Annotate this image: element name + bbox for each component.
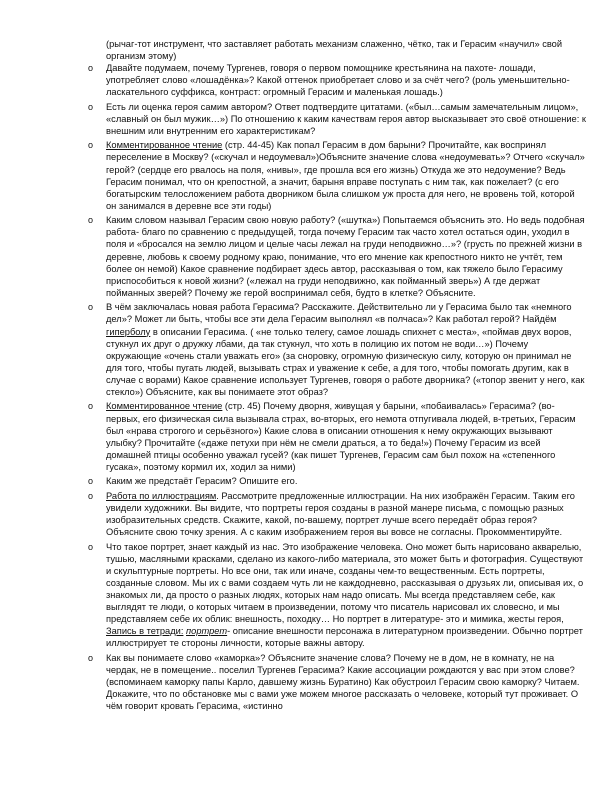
bullet-icon: o: [88, 476, 94, 487]
item-text: (стр. 45) Почему дворня, живущая у барыни, «побаивалась» Герасима? (во-первых, его физическая сила вызывала страх, во-вторых, его немота отпугивала людей, в-третьих, Герасим был «нрава строгого и серьёзного») Какие слова в описании отношения к нему окружающих вызывают улыбку? Прочитайте («даже петухи при нём не смели драться, а то беда!») Почему Герасим из всей домашней птицы особенно уважал гусей? (как пишет Тургенев, Герасим сам был похож на «степенного гусака», поэтому кормил их, ходил за ними): [106, 401, 576, 472]
item-text: Есть ли оценка героя самим автором? Ответ подтвердите цитатами. («был…самым замечательным лицом», «славный он был мужик…») По отношению к каким качествам героя автор высказывает это своё отношение: к внешним или внутренним его характеристикам?: [106, 101, 586, 136]
item-text: (стр. 44-45) Как попал Герасим в дом барыни? Прочитайте, как воспринял переселение в Москву? («скучал и недоумевал»)Объясните значение слова «недоумевать»? Отчего «скучал» герой? (сердце его рвалось на поля, «нивы», где прошла вся его жизнь) Откуда же это недоумение? Ведь Герасим понимал, что он крепостной, а значит, барыня вправе поступать с ним так, как пожелает? (с его богатырским телосложением работа дворником была слишком уж проста для него, не вровень той, которой он занимался в деревне все эти годы): [106, 140, 585, 211]
item-text: Давайте подумаем, почему Тургенев, говоря о первом помощнике крестьянина на пахоте- лошади, употребляет слово «лошадёнка»? Какой оттенок приобретает слово и за счёт чего? (роль уменьшительно-ласкательного суффикса, контраст: огромный Герасим и маленькая лошадь.): [106, 63, 570, 98]
item-text: в описании Герасима. ( «не только телегу, самое лошадь спихнет с места», «поймав двух воров, стукнул их друг о дружку лбами, да так стукнул, что хоть в полицию их потом не води…») Почему окружающие «очень стали уважать его» (за сноровку, огромную физическую силу, которую он принимал не для того, чтобы пугать людей, вызывать страх и уважение к себе, а для того, чтобы помогать другим, как в случае с ворами) Какое сравнение использует Тургенев, говоря о работе дворника? («топор звенит у него, как стекло») Объясните, как вы понимаете этот образ?: [106, 326, 585, 397]
bullet-icon: o: [88, 652, 94, 663]
list-item: [0, 490, 586, 538]
item-text: Что такое портрет, знает каждый из нас. Это изображение человека. Оно может быть нарисовано акварелью, тушью, масляными красками, сделано из какого-либо материала, это может быть и фотография. Существуют и скульптурные портреты. Но все они, так или иначе, созданы чем-то вещественным. Есть портреты, созданные словом. Мы их с вами создаем чуть ли не каждодневно, рассказывая о друзьях ли, описывая их, о знакомых ли, да просто о разных людях, которых нам надо описать. Мы всегда представляем себе, как выглядят те люди, о которых читаем в произведении, потому что писатель нарисовал их словесно, и мы представляем себе их облик: внешность, походку… Но портрет в литературе- это и мимика, жесты героя,: [106, 541, 584, 625]
section-heading: Комментированное чтение: [106, 140, 223, 151]
item-text: Каким же предстаёт Герасим? Опишите его.: [106, 476, 298, 487]
notebook-label: Запись в тетради:: [106, 626, 184, 637]
lead-text: (рычаг-тот инструмент, что заставляет работать механизм слаженно, чётко, так и Герасим «научил» свой организм этому): [106, 39, 563, 62]
item-text: . Рассмотрите предложенные иллюстрации. На них изображён Герасим. Таким его увидели художники. Вы видите, что портреты героя созданы в разной манере письма, с помощью разных изобразительных средств. Скажите, какой, по-вашему, портрет лучше всего передаёт образ героя? Объясните свою точку зрения. А с каким изображением героя вы вовсе не согласны. Прокомментируйте.: [106, 490, 575, 538]
list-item: [0, 400, 586, 473]
item-text: Как вы понимаете слово «каморка»? Объясните значение слова? Почему не в дом, не в комнату, не на чердак, не в помещение.. поселил Тургенев Герасима? Какие ассоциации рождаются у вас при этом слове? (вспоминаем каморку папы Карло, давшему жизнь Буратино) Как обустроил Герасим свою каморку? Читаем. Докажите, что по обстановке мы с вами уже можем многое рассказать о человеке, который тут проживает. О чём говорит кровать Герасима, «истинно: [106, 652, 580, 712]
list-item: [0, 139, 586, 212]
bullet-icon: o: [88, 541, 94, 552]
section-heading: Работа по иллюстрациям: [106, 490, 217, 501]
list-item: [0, 475, 586, 487]
bullet-icon: o: [88, 140, 94, 151]
question-list: [0, 62, 612, 715]
lead-paragraph: [106, 38, 586, 62]
list-item: [0, 214, 586, 299]
item-text: Каким словом называл Герасим свою новую работу? («шутка») Попытаемся объяснить это. Но ведь подобная работа- благо по сравнению с предыдущей, тогда почему Герасим так часто хотел остаться один, уходил в поля и «бросался на землю лицом и целые часы лежал на груди неподвижно…»? (грусть по прежней жизни в деревне, любовь к своему родному краю, понимание, что его мнение как крепостного никто не учтёт, тем более он немой) Какое сравнение подбирает здесь автор, рассказывая о том, как тяжело было Герасиму приспособиться к новой жизни? («лежал на груди неподвижно, как пойманный зверь») А где держат пойманных зверей? Почему же герой воспринимал себя, будто в клетке? Объясните.: [106, 215, 585, 298]
list-item: [0, 541, 586, 650]
list-item: [0, 101, 586, 137]
item-text-before: В чём заключалась новая работа Герасима? Расскажите. Действительно ли у Герасима было так «немного дел»? Может ли быть, чтобы все эти дела Герасим выполнял «в полчаса»? Как работал герой? Найдём: [106, 302, 572, 325]
list-item: [0, 301, 586, 398]
list-item: [0, 62, 586, 98]
section-heading: Комментированное чтение: [106, 401, 223, 412]
bullet-icon: o: [88, 215, 94, 226]
list-item: [0, 652, 586, 712]
bullet-icon: o: [88, 490, 94, 501]
bullet-icon: o: [88, 63, 94, 73]
notebook-definition: - описание внешности персонажа в литературном произведении. Обычно портрет иллюстрирует те стороны личности, которые важны автору.: [106, 626, 583, 649]
term-hyperbole: гиперболу: [106, 326, 151, 337]
notebook-term: портрет: [186, 626, 228, 637]
bullet-icon: o: [88, 401, 94, 412]
bullet-icon: o: [88, 302, 94, 313]
bullet-icon: o: [88, 101, 94, 112]
